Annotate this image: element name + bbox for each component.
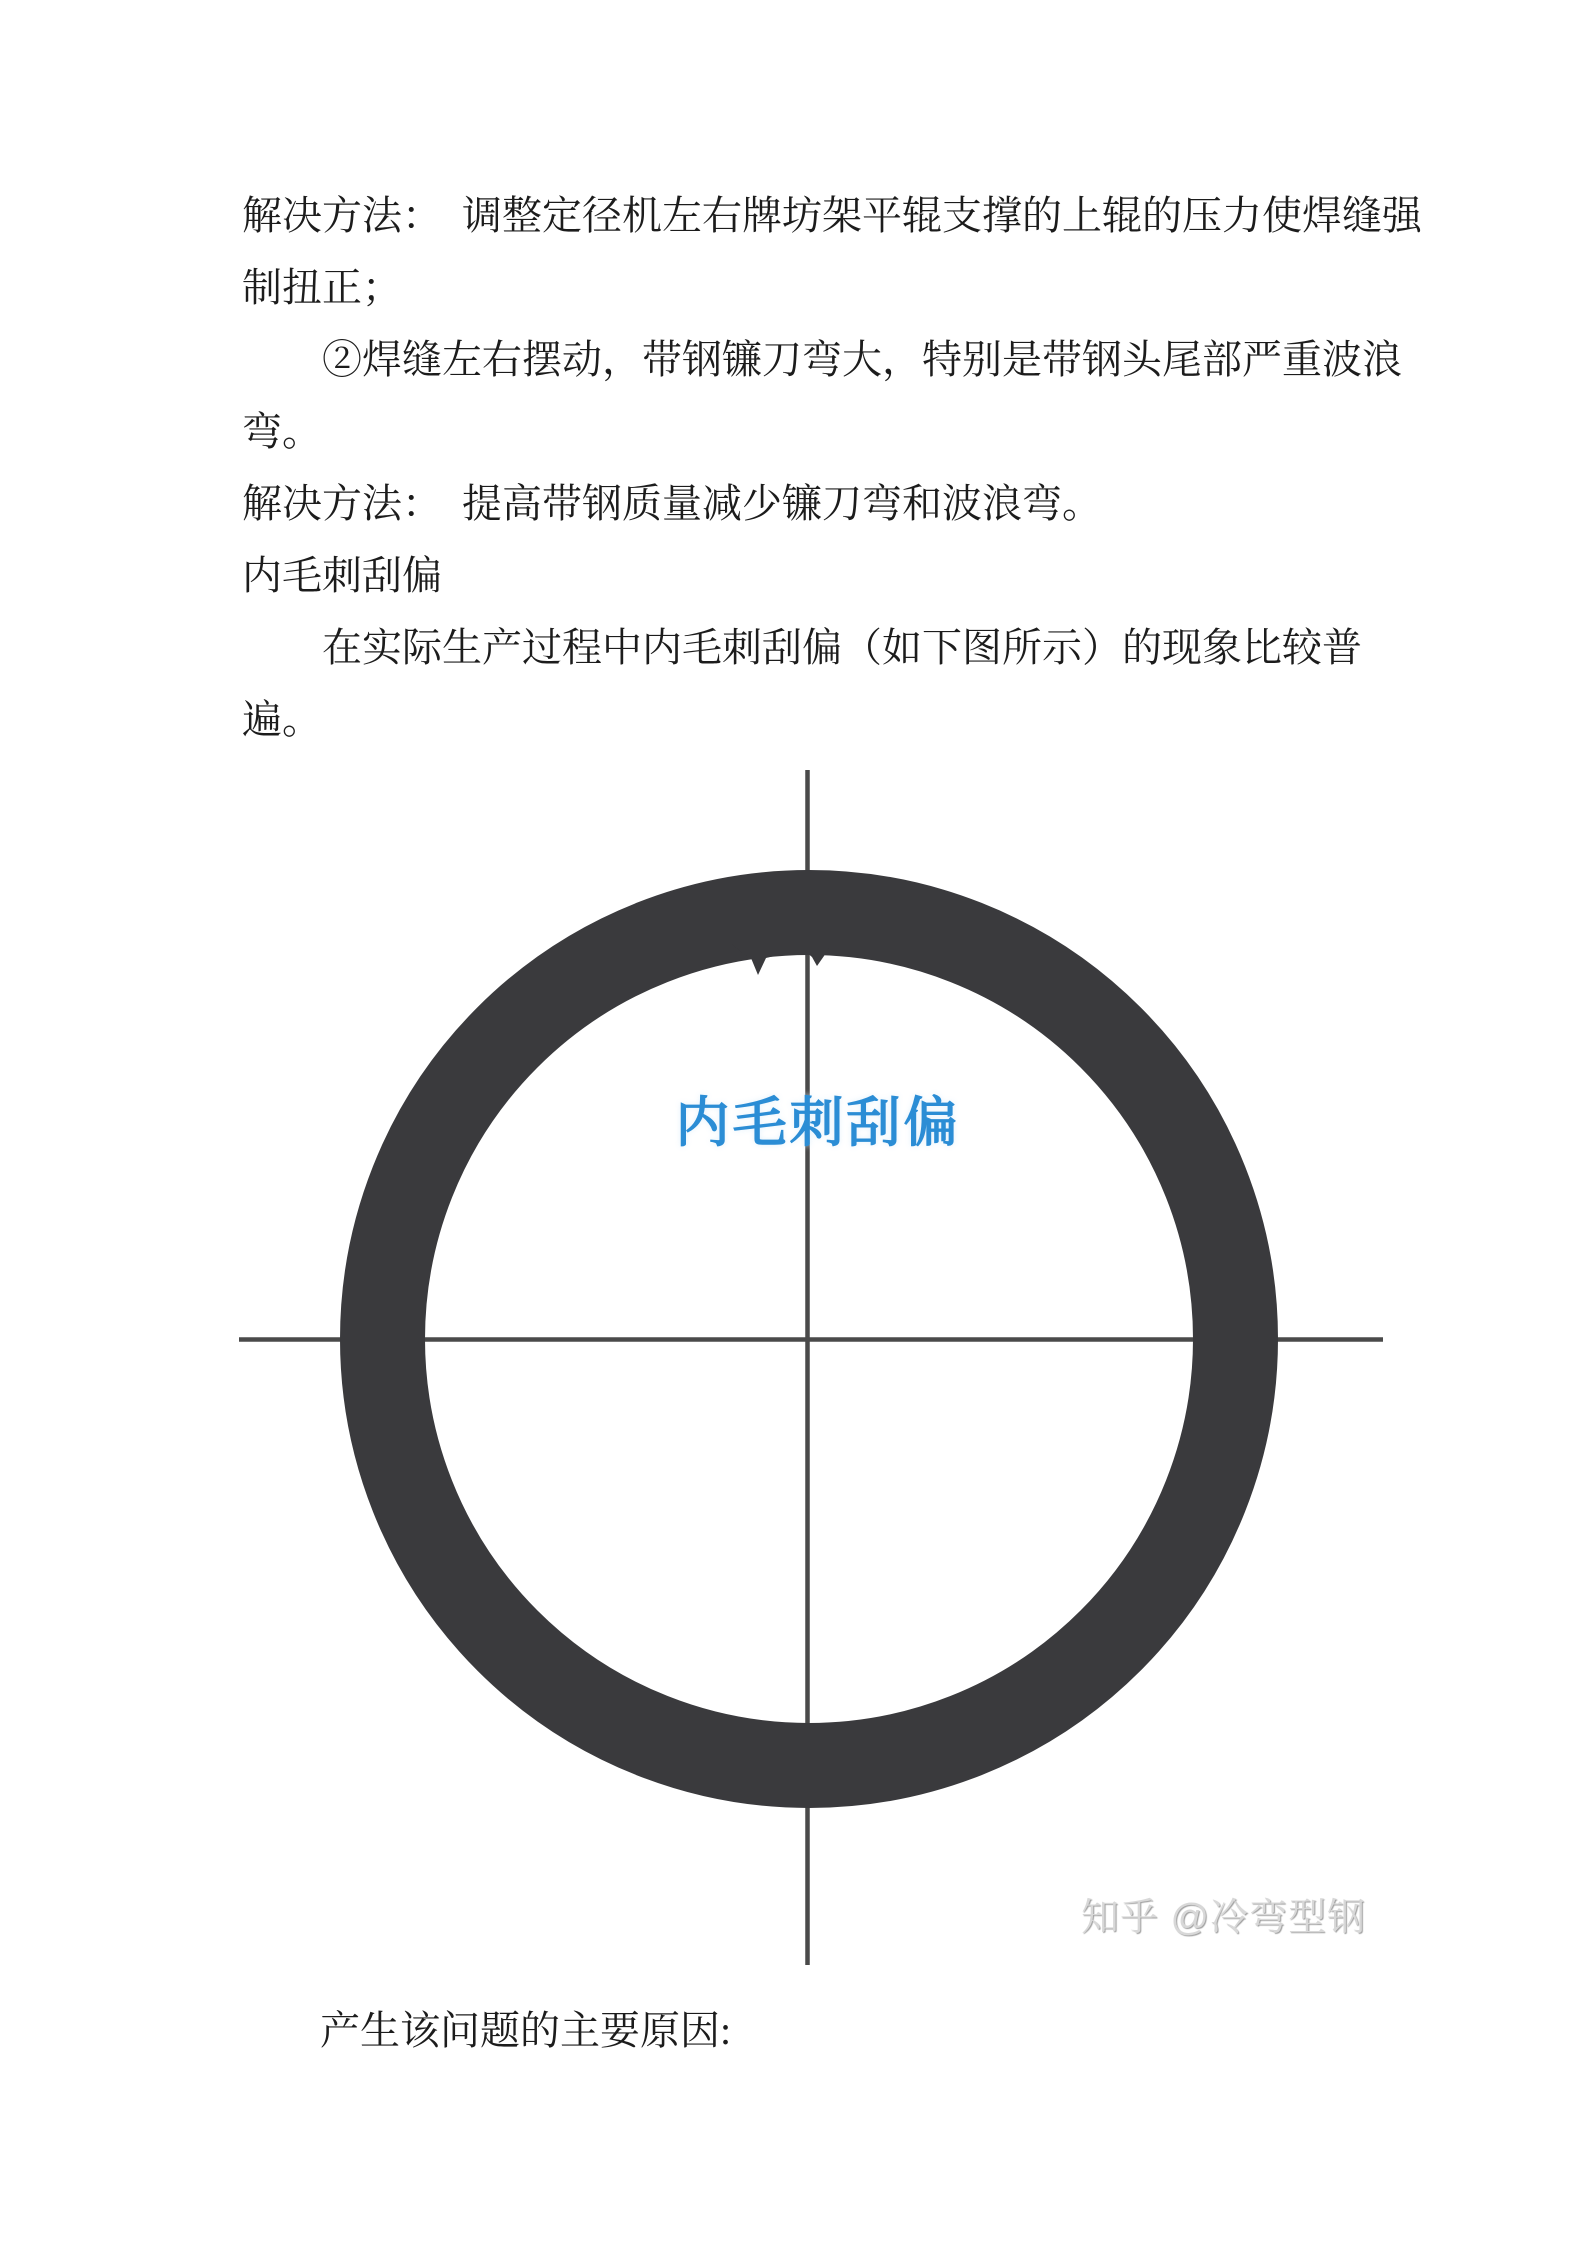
text-line: 在实际生产过程中内毛刺刮偏（如下图所示）的现象比较普	[322, 625, 1362, 670]
text-line: 弯。	[242, 409, 322, 454]
closing-line: 产生该问题的主要原因:	[320, 2008, 732, 2053]
zhihu-watermark: 知乎 @冷弯型钢	[1081, 1897, 1367, 1939]
text-line: 解决方法： 调整定径机左右牌坊架平辊支撑的上辊的压力使焊缝强	[242, 193, 1422, 238]
text-line: 解决方法： 提高带钢质量减少镰刀弯和波浪弯。	[242, 481, 1102, 526]
text-line: 遍。	[242, 697, 322, 742]
text-line: 制扭正；	[242, 265, 402, 310]
figure-defect-label: 内毛刺刮偏	[675, 1093, 961, 1153]
text-line: ②焊缝左右摆动，带钢镰刀弯大，特别是带钢头尾部严重波浪	[322, 337, 1402, 382]
text-line: 内毛刺刮偏	[242, 553, 442, 598]
